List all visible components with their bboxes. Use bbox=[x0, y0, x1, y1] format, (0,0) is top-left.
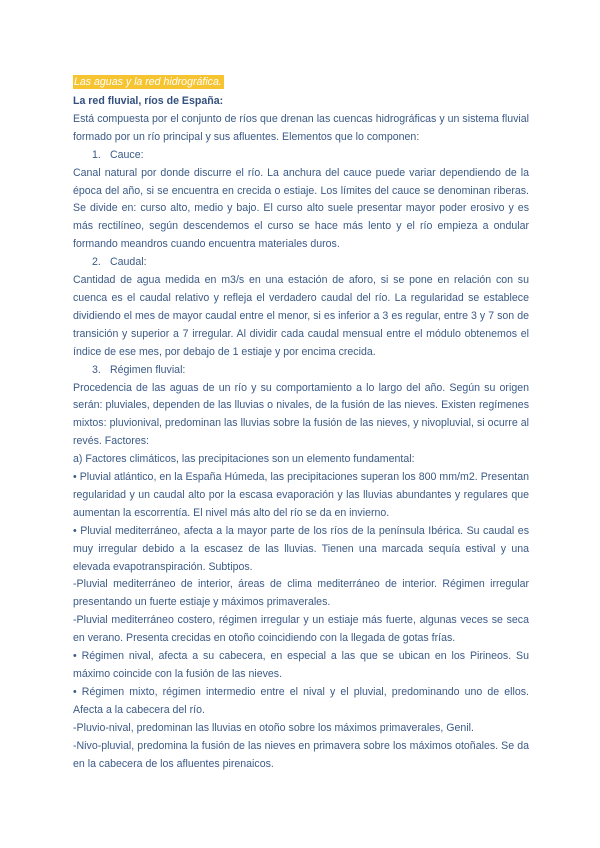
regimen-mixto-paragraph: • Régimen mixto, régimen intermedio entre el nival y el pluvial, predominando uno de ellos. Afecta a la cabecera del río. bbox=[73, 685, 529, 716]
list-label: Régimen fluvial: bbox=[110, 363, 186, 376]
list-label: Cauce: bbox=[110, 148, 144, 161]
title-line bbox=[73, 74, 529, 90]
section-heading: La red fluvial, ríos de España: bbox=[73, 95, 224, 107]
factors-heading: a) Factores climáticos, las precipitaciones son un elemento fundamental: bbox=[73, 453, 415, 466]
document-content bbox=[73, 74, 529, 773]
list-label: Caudal: bbox=[110, 256, 147, 269]
intro-paragraph: Está compuesta por el conjunto de ríos que drenan las cuencas hidrográficas y un sistema fluvial formado por un río principal y sus afluentes. Elementos que lo componen: bbox=[73, 112, 529, 143]
mediterraneo-costero-paragraph: -Pluvial mediterráneo costero, régimen irregular y un estiaje más fuerte, algunas veces se seca en verano. Presenta crecidas en otoño coincidiendo con la llegada de gotas frías. bbox=[73, 614, 529, 645]
list-number: 1. bbox=[92, 148, 101, 161]
list-item-cauce bbox=[73, 147, 529, 165]
list-number: 2. bbox=[92, 256, 101, 269]
caudal-paragraph: Cantidad de agua medida en m3/s en una estación de aforo, si se pone en relación con su cuenca es el caudal relativo y refleja el verdadero caudal del río. La regularidad se establece dividiendo el mes de mayor caudal entre el menor, si es inferior a 3 es regular, entre 3 y 7 son de transición y superior a 7 irregular. Al dividir cada caudal mensual entre el módulo obtenemos el índice de ese mes, por debajo de 1 estiaje y por encima crecida. bbox=[73, 274, 529, 358]
regimen-paragraph: Procedencia de las aguas de un río y su comportamiento a lo largo del año. Según su origen serán: pluviales, dependen de las lluvias o nivales, de la fusión de las nieves. Existen regímenes mixtos: pluvionival, predominan las lluvias sobre la fusión de las nieves, y nivopluvial, si ocurre al revés. Factores: bbox=[73, 381, 529, 448]
pluvial-mediterraneo-paragraph: • Pluvial mediterráneo, afecta a la mayor parte de los ríos de la península Ibérica. Su caudal es muy irregular debido a la escasez de las lluvias. Tienen una marcada sequía estival y una elevada evapotranspiración. Subtipos. bbox=[73, 524, 529, 573]
pluvio-nival-paragraph: -Pluvio-nival, predominan las lluvias en otoño sobre los máximos primaverales, Genil. bbox=[73, 721, 474, 734]
cauce-paragraph: Canal natural por donde discurre el río. La anchura del cauce puede variar dependiendo de la época del año, si se encuentra en crecida o estiaje. Los límites del cauce se denominan riberas. Se divide en: curso alto, medio y bajo. El curso alto suele presentar mayor poder erosivo y es más rectilíneo, según descendemos el curso se hace más lento y el río empieza a ondular formando meandros cuando encuentra materiales duros. bbox=[73, 166, 529, 251]
list-item-regimen bbox=[73, 362, 529, 380]
mediterraneo-interior-paragraph: -Pluvial mediterráneo de interior, áreas de clima mediterráneo de interior. Régimen irregular presentando un fuerte estiaje y máximos primaverales. bbox=[73, 578, 529, 609]
list-number: 3. bbox=[92, 363, 101, 376]
nivo-pluvial-paragraph: -Nivo-pluvial, predomina la fusión de las nieves en primavera sobre los máximos otoñales. Se da en la cabecera de los afluentes pirenaicos. bbox=[73, 739, 529, 770]
list-item-caudal bbox=[73, 254, 529, 272]
document-title: Las aguas y la red hidrográfica. bbox=[74, 76, 222, 88]
regimen-nival-paragraph: • Régimen nival, afecta a su cabecera, en especial a las que se ubican en los Pirineos. Su máximo coincide con la fusión de las nieves. bbox=[73, 650, 529, 680]
pluvial-atlantico-paragraph: • Pluvial atlántico, en la España Húmeda, las precipitaciones superan los 800 mm/m2. Presentan regularidad y un caudal alto por la escasa evaporación y las lluvias abundantes y regulares que aumentan la escorrentía. El nivel más alto del río se da en invierno. bbox=[73, 471, 529, 519]
